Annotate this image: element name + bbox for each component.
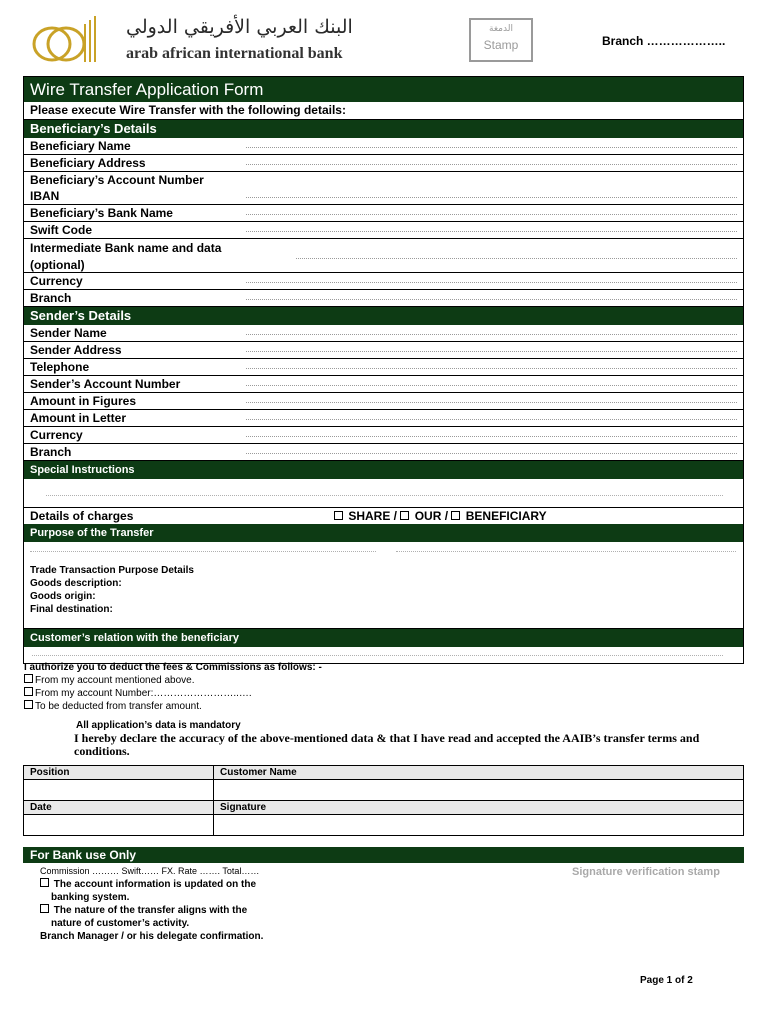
intermediate-bank-field[interactable] <box>296 258 737 259</box>
bank-check-1-checkbox[interactable] <box>40 878 49 887</box>
final-destination-label: Final destination: <box>30 604 113 615</box>
bank-logo <box>30 14 353 66</box>
sender-branch-row[interactable] <box>24 444 743 461</box>
sender-currency-label: Currency <box>30 428 83 442</box>
signature-table <box>23 765 744 836</box>
bank-check-2 <box>40 904 263 917</box>
beneficiary-account-field[interactable] <box>246 197 737 198</box>
telephone-row[interactable] <box>24 359 743 376</box>
beneficiary-branch-label: Branch <box>30 291 72 305</box>
bank-name-english: arab african international bank <box>126 45 343 62</box>
sender-branch-label: Branch <box>30 445 72 459</box>
beneficiary-currency-label: Currency <box>30 274 83 288</box>
beneficiary-bank-label: Beneficiary’s Bank Name <box>30 206 173 220</box>
sender-currency-row[interactable] <box>24 427 743 444</box>
special-instructions-dots <box>46 495 723 496</box>
declaration-text: I hereby declare the accuracy of the above-mentioned data & that I have read and accepted the AAIB’s transfer terms and conditions. <box>74 731 700 758</box>
beneficiary-section-header: Beneficiary’s Details <box>24 120 743 138</box>
intermediate-bank-label: Intermediate Bank name and data (optional) <box>30 241 222 272</box>
customer-name-header: Customer Name <box>214 766 744 780</box>
form-title: Wire Transfer Application Form <box>24 77 743 102</box>
manager-confirmation: Branch Manager / or his delegate confirmation. <box>40 931 264 942</box>
bank-check-1-cont: banking system. <box>51 892 130 903</box>
position-header: Position <box>24 766 214 780</box>
beneficiary-name-label: Beneficiary Name <box>30 139 131 153</box>
sender-name-row[interactable] <box>24 325 743 342</box>
purpose-section-header: Purpose of the Transfer <box>24 524 743 542</box>
auth-option-1-label: From my account mentioned above. <box>35 675 195 686</box>
swift-code-row[interactable] <box>24 222 743 239</box>
amount-figures-row[interactable] <box>24 393 743 410</box>
beneficiary-branch-field[interactable] <box>246 299 737 300</box>
telephone-field[interactable] <box>246 368 737 369</box>
beneficiary-bank-field[interactable] <box>246 214 737 215</box>
sender-account-label: Sender’s Account Number <box>30 377 181 391</box>
bank-use-header: For Bank use Only <box>23 847 744 863</box>
beneficiary-currency-field[interactable] <box>246 282 737 283</box>
iban-label: IBAN <box>30 189 60 203</box>
bank-use-block <box>40 865 263 943</box>
bank-check-2-checkbox[interactable] <box>40 904 49 913</box>
bank-name-arabic: البنك العربي الأفريقي الدولي <box>126 16 353 38</box>
form-instruction: Please execute Wire Transfer with the following details: <box>24 102 743 120</box>
auth-option-3-checkbox[interactable] <box>24 700 33 709</box>
beneficiary-name-field[interactable] <box>246 147 737 148</box>
beneficiary-branch-row[interactable] <box>24 290 743 307</box>
auth-option-1 <box>24 674 322 687</box>
page-number: Page 1 of 2 <box>640 975 693 986</box>
beneficiary-name-row[interactable] <box>24 138 743 155</box>
commission-line: Commission ……… Swift…… FX. Rate ……. Total…… <box>40 866 260 876</box>
authorization-block <box>24 661 322 713</box>
share-checkbox[interactable] <box>334 511 343 520</box>
amount-letter-row[interactable] <box>24 410 743 427</box>
auth-option-1-checkbox[interactable] <box>24 674 33 683</box>
swift-code-field[interactable] <box>246 231 737 232</box>
auth-option-3-label: To be deducted from transfer amount. <box>35 701 202 712</box>
stamp-box <box>469 18 533 62</box>
bank-check-2-label: The nature of the transfer aligns with the <box>53 905 248 916</box>
position-field[interactable] <box>24 780 214 801</box>
charges-row <box>24 508 743 524</box>
trade-purpose-label: Trade Transaction Purpose Details <box>30 565 194 576</box>
sender-address-row[interactable] <box>24 342 743 359</box>
beneficiary-option-label: BENEFICIARY <box>465 509 547 523</box>
purpose-box[interactable] <box>24 542 743 629</box>
beneficiary-address-field[interactable] <box>246 164 737 165</box>
our-checkbox[interactable] <box>400 511 409 520</box>
bank-check-1 <box>40 878 263 891</box>
telephone-label: Telephone <box>30 360 90 374</box>
beneficiary-currency-row[interactable] <box>24 273 743 290</box>
wire-transfer-form <box>23 76 744 664</box>
authorization-heading: I authorize you to deduct the fees & Commissions as follows: - <box>24 662 322 673</box>
sender-account-field[interactable] <box>246 385 737 386</box>
sender-account-row[interactable] <box>24 376 743 393</box>
intermediate-bank-row[interactable] <box>24 239 743 273</box>
special-instructions-field[interactable] <box>24 479 743 508</box>
beneficiary-address-label: Beneficiary Address <box>30 156 146 170</box>
relation-dots <box>32 655 723 656</box>
sender-address-field[interactable] <box>246 351 737 352</box>
date-field[interactable] <box>24 815 214 836</box>
our-option-label: OUR / <box>414 509 449 523</box>
special-instructions-header: Special Instructions <box>24 461 743 479</box>
bank-check-1-label: The account information is updated on the <box>53 879 257 890</box>
beneficiary-bank-row[interactable] <box>24 205 743 222</box>
purpose-field-right[interactable] <box>396 551 736 552</box>
aaib-emblem-icon <box>30 14 122 66</box>
auth-option-2-checkbox[interactable] <box>24 687 33 696</box>
beneficiary-address-row[interactable] <box>24 155 743 172</box>
auth-option-2-label: From my account Number:……………………..…. <box>35 688 252 699</box>
goods-description-label: Goods description: <box>30 578 122 589</box>
sender-section-header: Sender’s Details <box>24 307 743 325</box>
branch-field-top[interactable]: Branch ……………….. <box>602 34 726 48</box>
beneficiary-account-label: Beneficiary’s Account Number <box>30 173 204 187</box>
goods-origin-label: Goods origin: <box>30 591 96 602</box>
mandatory-note: All application’s data is mandatory <box>76 720 241 731</box>
auth-option-3 <box>24 700 322 713</box>
share-option-label: SHARE / <box>348 509 398 523</box>
sender-currency-field[interactable] <box>246 436 737 437</box>
beneficiary-account-row[interactable] <box>24 172 743 205</box>
signature-verification-stamp: Signature verification stamp <box>572 866 720 878</box>
bank-check-2-cont: nature of customer’s activity. <box>51 918 190 929</box>
charges-options <box>334 509 547 523</box>
sender-name-field[interactable] <box>246 334 737 335</box>
relation-section-header: Customer’s relation with the beneficiary <box>24 629 743 647</box>
amount-figures-label: Amount in Figures <box>30 394 136 408</box>
signature-header: Signature <box>214 801 744 815</box>
sender-name-label: Sender Name <box>30 326 107 340</box>
sender-address-label: Sender Address <box>30 343 122 357</box>
sender-branch-field[interactable] <box>246 453 737 454</box>
signature-field[interactable] <box>214 815 744 836</box>
amount-letter-label: Amount in Letter <box>30 411 126 425</box>
date-header: Date <box>24 801 214 815</box>
beneficiary-checkbox[interactable] <box>451 511 460 520</box>
charges-label: Details of charges <box>30 509 134 523</box>
auth-option-2 <box>24 687 322 700</box>
purpose-field-left[interactable] <box>30 551 376 552</box>
swift-code-label: Swift Code <box>30 223 92 237</box>
customer-name-field[interactable] <box>214 780 744 801</box>
amount-letter-field[interactable] <box>246 419 737 420</box>
amount-figures-field[interactable] <box>246 402 737 403</box>
stamp-label-arabic: الدمغة <box>489 24 513 34</box>
stamp-label: Stamp <box>483 38 519 52</box>
